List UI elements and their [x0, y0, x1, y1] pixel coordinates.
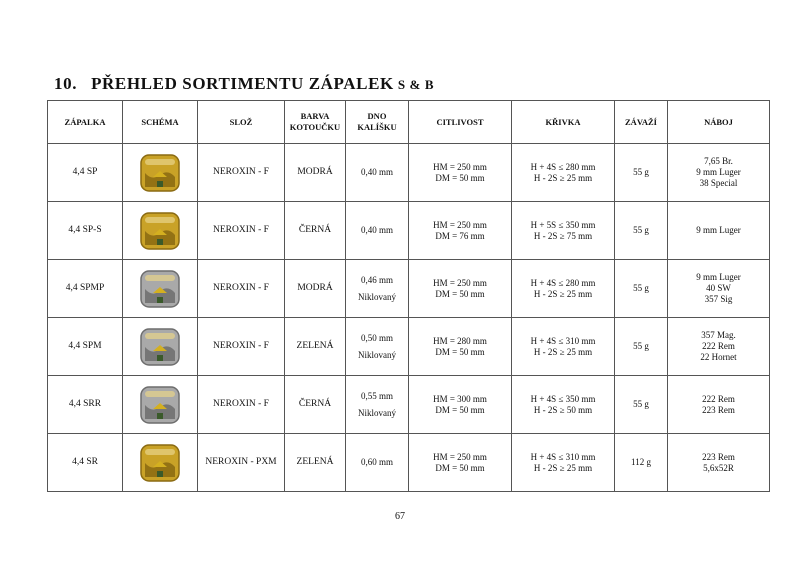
page-title — [54, 74, 434, 94]
cup-bottom: 0,40 mm — [346, 144, 409, 202]
table-row — [48, 202, 770, 260]
header-zapalka: ZÁPALKA — [48, 101, 123, 144]
primer-name: 4,4 SPMP — [48, 260, 123, 318]
weight: 55 g — [615, 318, 668, 376]
disc-color: ČERNÁ — [285, 202, 346, 260]
sensitivity: HM = 280 mm DM = 50 mm — [409, 318, 512, 376]
header-sloz: SLOŽ — [198, 101, 285, 144]
table-row — [48, 376, 770, 434]
primer-name: 4,4 SP-S — [48, 202, 123, 260]
cartridge: 357 Mag. 222 Rem 22 Hornet — [668, 318, 770, 376]
composition: NEROXIN - F — [198, 144, 285, 202]
section-number: 10. — [54, 74, 78, 93]
disc-color: MODRÁ — [285, 144, 346, 202]
header-schema: SCHÉMA — [123, 101, 198, 144]
header-naboj: NÁBOJ — [668, 101, 770, 144]
header-zavazi: ZÁVAŽÍ — [615, 101, 668, 144]
primer-cap-icon-nickel — [135, 383, 185, 427]
table-row — [48, 144, 770, 202]
primer-name: 4,4 SP — [48, 144, 123, 202]
curve: H + 4S ≤ 350 mm H - 2S ≥ 50 mm — [512, 376, 615, 434]
weight: 55 g — [615, 260, 668, 318]
cartridge: 9 mm Luger 40 SW 357 Sig — [668, 260, 770, 318]
curve: H + 4S ≤ 310 mm H - 2S ≥ 25 mm — [512, 318, 615, 376]
primer-name: 4,4 SR — [48, 434, 123, 492]
header-barva: BARVA KOTOUČKU — [285, 101, 346, 144]
table-row — [48, 318, 770, 376]
sensitivity: HM = 250 mm DM = 50 mm — [409, 260, 512, 318]
table-header-row — [48, 101, 770, 144]
primer-cap-icon-nickel — [135, 267, 185, 311]
primer-cap-icon-nickel — [135, 325, 185, 369]
disc-color: ZELENÁ — [285, 434, 346, 492]
cartridge: 222 Rem 223 Rem — [668, 376, 770, 434]
sensitivity: HM = 250 mm DM = 50 mm — [409, 434, 512, 492]
weight: 55 g — [615, 144, 668, 202]
brand-name: S & B — [397, 77, 435, 92]
composition: NEROXIN - F — [198, 318, 285, 376]
curve: H + 4S ≤ 310 mm H - 2S ≥ 25 mm — [512, 434, 615, 492]
sensitivity: HM = 250 mm DM = 50 mm — [409, 144, 512, 202]
page-number: 67 — [395, 511, 405, 522]
primer-overview-table — [47, 100, 770, 492]
cartridge: 7,65 Br. 9 mm Luger 38 Special — [668, 144, 770, 202]
sensitivity: HM = 250 mm DM = 76 mm — [409, 202, 512, 260]
disc-color: ZELENÁ — [285, 318, 346, 376]
disc-color: MODRÁ — [285, 260, 346, 318]
composition: NEROXIN - F — [198, 260, 285, 318]
header-krivka: KŘIVKA — [512, 101, 615, 144]
curve: H + 4S ≤ 280 mm H - 2S ≥ 25 mm — [512, 260, 615, 318]
primer-cap-icon-brass — [135, 441, 185, 485]
cartridge: 223 Rem 5,6x52R — [668, 434, 770, 492]
sensitivity: HM = 300 mm DM = 50 mm — [409, 376, 512, 434]
header-citlivost: CITLIVOST — [409, 101, 512, 144]
primer-name: 4,4 SPM — [48, 318, 123, 376]
section-title: PŘEHLED SORTIMENTU ZÁPALEK — [91, 74, 394, 93]
header-dno: DNO KALÍŠKU — [346, 101, 409, 144]
primer-name: 4,4 SRR — [48, 376, 123, 434]
table-row — [48, 260, 770, 318]
composition: NEROXIN - PXM — [198, 434, 285, 492]
weight: 55 g — [615, 376, 668, 434]
curve: H + 4S ≤ 280 mm H - 2S ≥ 25 mm — [512, 144, 615, 202]
cup-bottom: 0,46 mm Niklovaný — [346, 260, 409, 318]
disc-color: ČERNÁ — [285, 376, 346, 434]
weight: 55 g — [615, 202, 668, 260]
cartridge: 9 mm Luger — [668, 202, 770, 260]
cup-bottom: 0,50 mm Niklovaný — [346, 318, 409, 376]
weight: 112 g — [615, 434, 668, 492]
cup-bottom: 0,60 mm — [346, 434, 409, 492]
composition: NEROXIN - F — [198, 202, 285, 260]
primer-cap-icon-brass — [135, 151, 185, 195]
primer-cap-icon-brass — [135, 209, 185, 253]
curve: H + 5S ≤ 350 mm H - 2S ≥ 75 mm — [512, 202, 615, 260]
cup-bottom: 0,40 mm — [346, 202, 409, 260]
table-row — [48, 434, 770, 492]
cup-bottom: 0,55 mm Niklovaný — [346, 376, 409, 434]
composition: NEROXIN - F — [198, 376, 285, 434]
